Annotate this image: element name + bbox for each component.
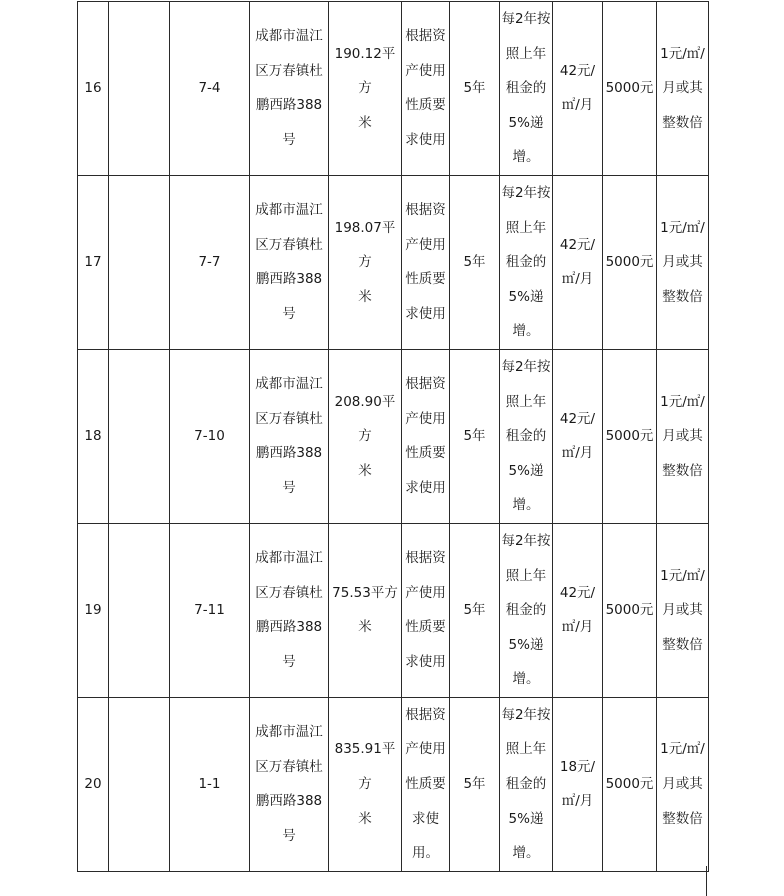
location-text: 成都市温江 区万春镇杜 鹏西路388号 (255, 550, 323, 670)
table-row (78, 523, 709, 697)
rent-cell (553, 175, 603, 349)
usage-cell (402, 697, 450, 871)
usage-text: 根据资 产使用 性质要 求使 用。 (405, 706, 446, 862)
increase-cell (500, 175, 553, 349)
area-text: 198.07平方 米 (334, 219, 396, 305)
rent-cell (553, 2, 603, 176)
location-cell (250, 2, 329, 176)
bid-increment-text: 1元/㎡/ 月或其 整数倍 (660, 567, 705, 653)
term-cell: 5年 (450, 175, 500, 349)
unit-number: 7-4 (170, 2, 250, 176)
rent-text: 18元/ ㎡/月 (559, 758, 596, 810)
location-text: 成都市温江 区万春镇杜 鹏西路388号 (255, 28, 323, 149)
usage-cell (402, 175, 450, 349)
usage-text: 根据资 产使用 性质要 求使用 (405, 550, 446, 670)
deposit-cell: 5000元 (603, 697, 657, 871)
deposit-cell: 5000元 (603, 523, 657, 697)
term-cell: 5年 (450, 349, 500, 523)
area-cell (329, 523, 402, 697)
term-cell: 5年 (450, 697, 500, 871)
rent-text: 42元/ ㎡/月 (559, 584, 596, 636)
area-text: 208.90平方 米 (334, 393, 396, 479)
area-cell (329, 349, 402, 523)
table-row (78, 697, 709, 871)
increase-text: 每2年按 照上年 租金的 5%递 增。 (501, 184, 551, 340)
bid-increment-text: 1元/㎡/ 月或其 整数倍 (660, 741, 705, 827)
bid-increment-text: 1元/㎡/ 月或其 整数倍 (660, 393, 705, 479)
location-cell (250, 175, 329, 349)
area-text: 190.12平方 米 (334, 45, 396, 131)
usage-text: 根据资 产使用 性质要 求使用 (405, 202, 446, 323)
deposit-cell: 5000元 (603, 175, 657, 349)
table-border-continuation (706, 866, 707, 896)
rent-text: 42元/ ㎡/月 (559, 236, 596, 288)
area-cell (329, 175, 402, 349)
bid-increment-text: 1元/㎡/ 月或其 整数倍 (660, 219, 705, 305)
term-cell: 5年 (450, 2, 500, 176)
increase-text: 每2年按 照上年 租金的 5%递 增。 (501, 706, 551, 862)
unit-number: 1-1 (170, 697, 250, 871)
blank-cell (109, 175, 170, 349)
bid-increment-text: 1元/㎡/ 月或其 整数倍 (660, 45, 705, 131)
rent-cell (553, 523, 603, 697)
row-index: 19 (78, 523, 109, 697)
bid-increment-cell (657, 349, 709, 523)
increase-cell (500, 523, 553, 697)
area-cell (329, 2, 402, 176)
row-index: 20 (78, 697, 109, 871)
unit-number: 7-11 (170, 523, 250, 697)
increase-cell (500, 697, 553, 871)
lease-table (77, 1, 709, 872)
increase-cell (500, 349, 553, 523)
rent-text: 42元/ ㎡/月 (559, 410, 596, 462)
unit-number: 7-7 (170, 175, 250, 349)
increase-text: 每2年按 照上年 租金的 5%递 增。 (501, 11, 551, 166)
unit-number: 7-10 (170, 349, 250, 523)
table-row (78, 175, 709, 349)
area-text: 75.53平方 米 (332, 584, 398, 636)
increase-cell (500, 2, 553, 176)
increase-text: 每2年按 照上年 租金的 5%递 增。 (501, 358, 551, 514)
rent-cell (553, 697, 603, 871)
blank-cell (109, 349, 170, 523)
deposit-cell: 5000元 (603, 2, 657, 176)
blank-cell (109, 523, 170, 697)
location-text: 成都市温江 区万春镇杜 鹏西路388号 (255, 202, 323, 323)
row-index: 16 (78, 2, 109, 176)
location-text: 成都市温江 区万春镇杜 鹏西路388号 (255, 376, 323, 497)
bid-increment-cell (657, 175, 709, 349)
blank-cell (109, 2, 170, 176)
increase-text: 每2年按 照上年 租金的 5%递 增。 (501, 532, 551, 688)
rent-cell (553, 349, 603, 523)
rent-text: 42元/ ㎡/月 (559, 62, 596, 114)
usage-cell (402, 2, 450, 176)
row-index: 18 (78, 349, 109, 523)
table-row (78, 349, 709, 523)
usage-cell (402, 523, 450, 697)
usage-cell (402, 349, 450, 523)
area-cell (329, 697, 402, 871)
bid-increment-cell (657, 523, 709, 697)
location-cell (250, 697, 329, 871)
blank-cell (109, 697, 170, 871)
bid-increment-cell (657, 697, 709, 871)
location-cell (250, 349, 329, 523)
table-row (78, 2, 709, 176)
row-index: 17 (78, 175, 109, 349)
location-cell (250, 523, 329, 697)
location-text: 成都市温江 区万春镇杜 鹏西路388号 (255, 724, 323, 844)
bid-increment-cell (657, 2, 709, 176)
usage-text: 根据资 产使用 性质要 求使用 (405, 376, 446, 497)
term-cell: 5年 (450, 523, 500, 697)
usage-text: 根据资 产使用 性质要 求使用 (405, 28, 446, 149)
area-text: 835.91平方 米 (334, 741, 396, 827)
deposit-cell: 5000元 (603, 349, 657, 523)
